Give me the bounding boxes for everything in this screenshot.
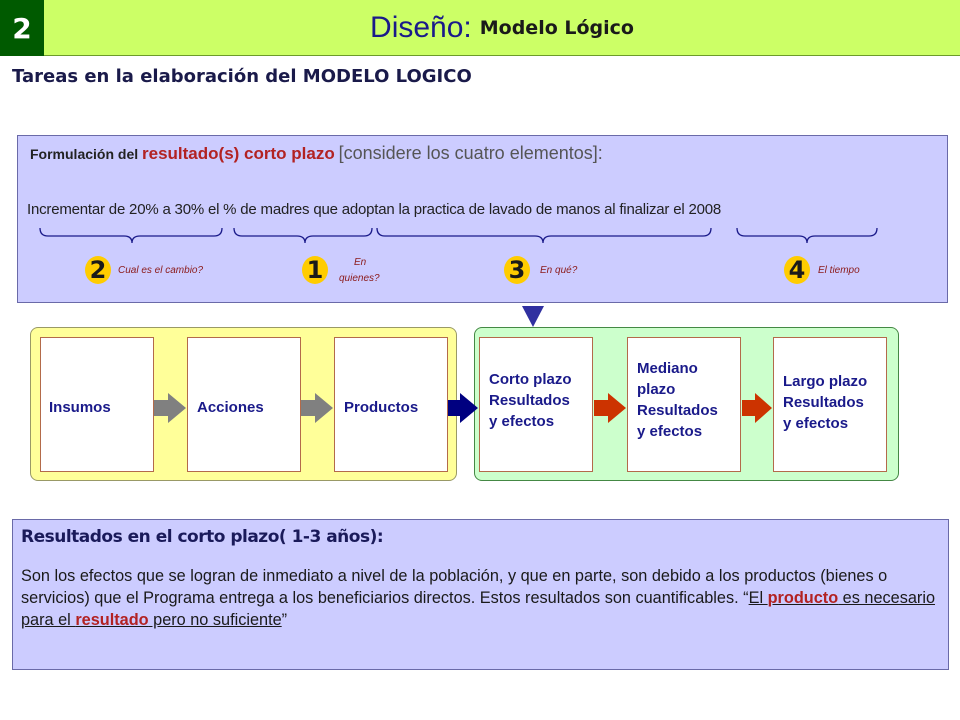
arrow-corto-mediano [594, 393, 626, 423]
card-insumos-label: Insumos [49, 399, 111, 416]
page-title: Diseño: [370, 10, 472, 44]
bracket-open: [ [338, 143, 344, 163]
card-corto-line-2: Resultados [489, 392, 570, 409]
element-note-2: Cual es el cambio? [118, 265, 204, 276]
element-note-4: El tiempo [818, 265, 860, 276]
card-mediano-line-1: Mediano [637, 360, 698, 377]
arrow-acciones-productos [301, 393, 333, 423]
results-body-text: Son los efectos que se logran de inmediato a nivel de la población, y que en parte, son debido a los productos (bienes o servicios) que el Programa entrega a los beneficiarios directos. Estos resultados son cuantificables. “ [21, 567, 888, 607]
quote-producto: producto [767, 589, 839, 607]
card-largo-line-3: y efectos [783, 415, 849, 432]
formulation-prefix: Formulación del [30, 146, 139, 162]
quote-part-2: es necesario para el [21, 589, 935, 629]
card-mediano-line-4: y efectos [637, 423, 703, 440]
element-note-3: En qué? [540, 265, 578, 276]
arrow-insumos-acciones [154, 393, 186, 423]
element-number-1: 1 [302, 256, 328, 284]
card-corto-line-1: Corto plazo [489, 371, 572, 388]
card-corto-line-3: y efectos [489, 413, 555, 430]
element-number-3: 3 [504, 256, 530, 284]
section-subtitle: Tareas en la elaboración del MODELO LOGICO [12, 66, 472, 87]
quote-resultado: resultado [75, 611, 149, 629]
element-note-1-line1: En [354, 257, 367, 268]
card-productos-label: Productos [344, 399, 419, 416]
formulation-emphasis: resultado(s) corto plazo [142, 144, 335, 163]
quote-part-3: pero no suficiente [148, 611, 282, 629]
page-title-sub: Modelo Lógico [479, 16, 634, 39]
card-mediano-line-2: plazo [637, 381, 676, 398]
slide-number: 2 [0, 0, 44, 56]
bracket-close: ]: [592, 143, 603, 163]
card-largo-line-2: Resultados [783, 394, 864, 411]
quote-part-1: El [748, 589, 768, 607]
results-body-end: ” [281, 611, 288, 629]
element-number-2: 2 [85, 256, 111, 284]
goal-statement: Incrementar de 20% a 30% el % de madres que adoptan la practica de lavado de manos al finalizar el 2008 [27, 201, 722, 218]
element-number-4: 4 [784, 256, 810, 284]
results-title: Resultados en el corto plazo( 1-3 años): [21, 527, 384, 547]
element-note-1-line2: quienes? [339, 273, 380, 284]
card-mediano-line-3: Resultados [637, 402, 718, 419]
bracket-text: considere los cuatro elementos [343, 143, 593, 163]
card-acciones-label: Acciones [197, 399, 264, 416]
arrow-productos-corto [448, 393, 478, 423]
arrow-mediano-largo [742, 393, 772, 423]
card-largo-line-1: Largo plazo [783, 373, 868, 390]
results-body [21, 565, 941, 631]
